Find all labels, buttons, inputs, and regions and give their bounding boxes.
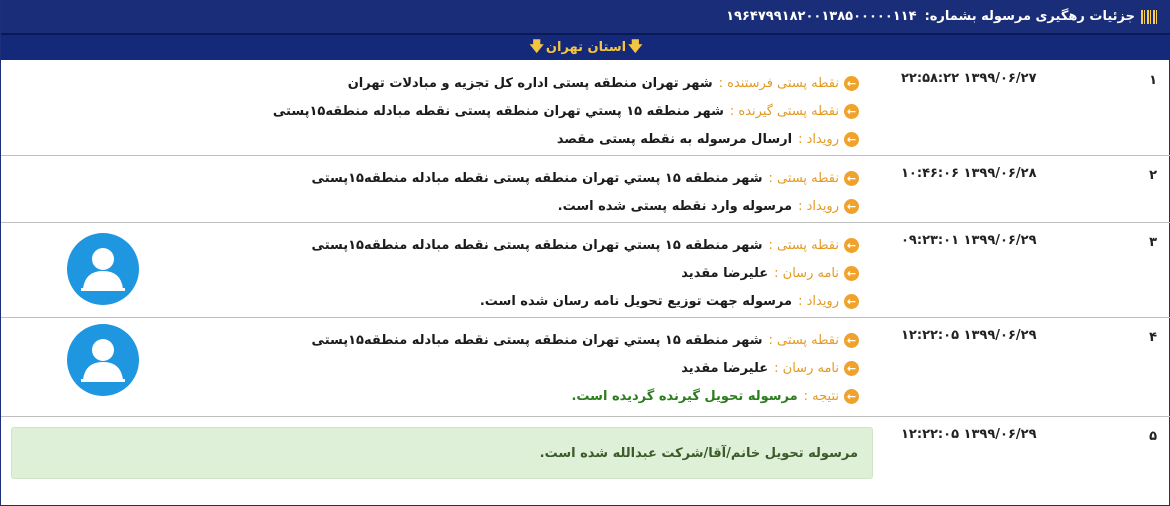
- table-row: [1, 417, 1170, 506]
- tracking-header: [1, 0, 1170, 33]
- detail-value: شهر تهران منطقه پستی اداره کل تجزیه و مبادلات تهران: [347, 75, 713, 91]
- detail-value: ارسال مرسوله به نقطه پستی مقصد: [556, 131, 793, 147]
- arrow-circle-icon: ←: [844, 76, 859, 91]
- tracking-title: جزئیات رهگیری مرسوله بشماره:: [924, 9, 1135, 24]
- arrow-down-icon: 🡇: [628, 38, 643, 55]
- arrow-circle-icon: ←: [844, 361, 859, 376]
- detail-line: [312, 326, 859, 354]
- arrow-circle-icon: ←: [844, 389, 859, 404]
- detail-value: علیرضا مقدید: [681, 360, 769, 376]
- postman-avatar[interactable]: [67, 233, 139, 305]
- event-datetime: ۱۲:۲۲:۰۵ ۱۳۹۹/۰۶/۲۹: [901, 427, 1037, 442]
- row-number: ۵: [1149, 429, 1157, 444]
- barcode-icon: [1141, 10, 1159, 24]
- detail-line: [273, 97, 859, 125]
- province-label: استان تهران: [545, 40, 627, 55]
- province-bar[interactable]: [1, 33, 1170, 60]
- detail-label: نقطه پستی :: [768, 170, 839, 186]
- arrow-circle-icon: ←: [844, 104, 859, 119]
- detail-label: نقطه پستی :: [768, 237, 839, 253]
- event-datetime: ۱۲:۲۲:۰۵ ۱۳۹۹/۰۶/۲۹: [901, 328, 1037, 343]
- detail-value: شهر منطقه ۱۵ پستي تهران منطقه پستی نقطه مبادله منطقه۱۵پستی: [311, 332, 763, 348]
- arrow-circle-icon: ←: [844, 333, 859, 348]
- detail-line: [273, 125, 859, 153]
- detail-value: مرسوله جهت توزیع تحویل نامه رسان شده است.: [479, 293, 793, 309]
- event-datetime: ۲۲:۵۸:۲۲ ۱۳۹۹/۰۶/۲۷: [901, 71, 1037, 86]
- detail-label: رویداد :: [798, 293, 839, 309]
- user-icon: [67, 324, 139, 396]
- arrow-circle-icon: ←: [844, 132, 859, 147]
- detail-label: نامه رسان :: [774, 265, 839, 281]
- detail-label: نقطه پستی :: [768, 332, 839, 348]
- detail-value: شهر منطقه ۱۵ پستي تهران منطقه پستی نقطه مبادله منطقه۱۵پستی: [311, 237, 763, 253]
- result-value: مرسوله تحویل گیرنده گردیده است.: [571, 388, 798, 404]
- detail-line: [312, 231, 859, 259]
- row-number: ۲: [1149, 168, 1157, 183]
- detail-label: نقطه پستی فرستنده :: [718, 75, 839, 91]
- detail-label: نتیجه :: [803, 388, 839, 404]
- arrow-down-icon: 🡇: [529, 38, 544, 55]
- detail-line: [312, 382, 859, 410]
- detail-line: [312, 287, 859, 315]
- arrow-circle-icon: ←: [844, 266, 859, 281]
- arrow-circle-icon: ←: [844, 171, 859, 186]
- event-details: [312, 164, 859, 220]
- detail-value: شهر منطقه ۱۵ پستي تهران منطقه پستی نقطه مبادله منطقه۱۵پستی: [311, 170, 763, 186]
- user-icon: [67, 233, 139, 305]
- table-row: [1, 156, 1170, 223]
- arrow-circle-icon: ←: [844, 294, 859, 309]
- detail-line: [312, 354, 859, 382]
- detail-line: [312, 164, 859, 192]
- event-datetime: ۰۹:۲۳:۰۱ ۱۳۹۹/۰۶/۲۹: [901, 233, 1037, 248]
- event-datetime: ۱۰:۴۶:۰۶ ۱۳۹۹/۰۶/۲۸: [901, 166, 1037, 181]
- delivery-note: مرسوله تحویل خانم/آقا/شرکت عبدالله شده است.: [11, 427, 873, 479]
- arrow-circle-icon: ←: [844, 199, 859, 214]
- detail-label: نقطه پستی گیرنده :: [729, 103, 839, 119]
- postman-avatar[interactable]: [67, 324, 139, 396]
- detail-value: مرسوله وارد نقطه پستی شده است.: [557, 198, 793, 214]
- event-details: [273, 69, 859, 153]
- row-number: ۴: [1149, 330, 1157, 345]
- detail-value: علیرضا مقدید: [681, 265, 769, 281]
- row-number: ۳: [1149, 235, 1157, 250]
- event-details: [312, 326, 859, 410]
- detail-line: [273, 69, 859, 97]
- detail-label: رویداد :: [798, 198, 839, 214]
- table-row: [1, 318, 1170, 417]
- detail-value: شهر منطقه ۱۵ پستي تهران منطقه پستی نقطه مبادله منطقه۱۵پستی: [272, 103, 724, 119]
- detail-label: رویداد :: [798, 131, 839, 147]
- event-details: [312, 231, 859, 315]
- table-row: [1, 223, 1170, 318]
- row-number: ۱: [1149, 73, 1157, 88]
- arrow-circle-icon: ←: [844, 238, 859, 253]
- table-row: [1, 61, 1170, 156]
- detail-line: [312, 192, 859, 220]
- tracking-number: ۱۹۶۴۷۹۹۱۸۲۰۰۱۳۸۵۰۰۰۰۰۱۱۴: [726, 9, 917, 24]
- detail-line: [312, 259, 859, 287]
- detail-label: نامه رسان :: [774, 360, 839, 376]
